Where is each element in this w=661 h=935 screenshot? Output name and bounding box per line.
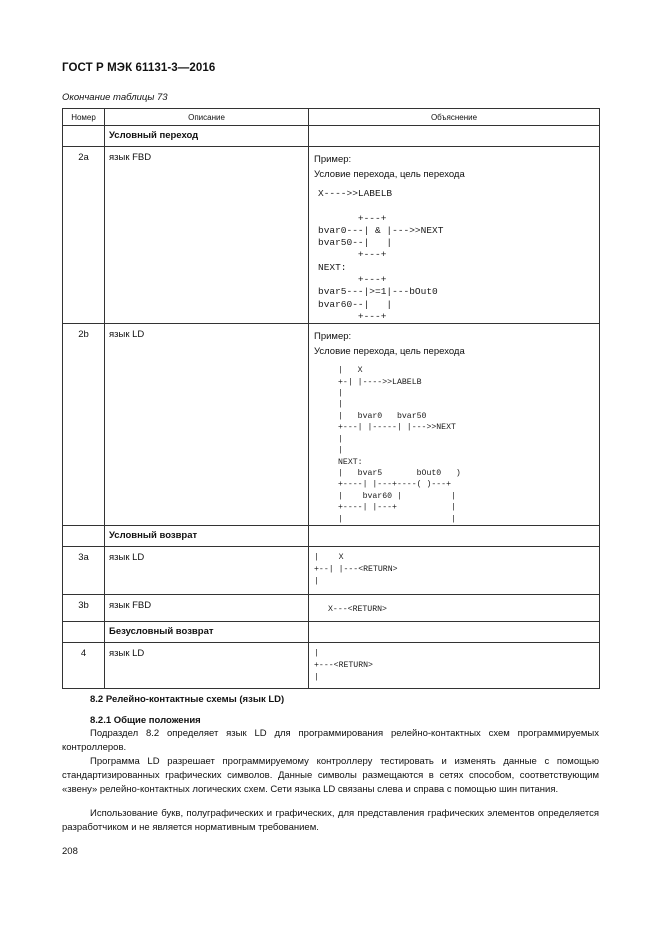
table-header-row bbox=[63, 109, 600, 126]
example-caption: Условие перехода, цель перехода bbox=[314, 169, 465, 180]
paragraph-1: Подраздел 8.2 определяет язык LD для программирования релейно-контактных схем программируемых контроллеров. bbox=[62, 728, 599, 754]
row-number: 3a bbox=[63, 546, 105, 594]
section-title-conditional-return: Условный возврат bbox=[105, 525, 309, 546]
row-explanation bbox=[309, 324, 600, 526]
row-explanation bbox=[309, 546, 600, 594]
paragraph-3: Использование букв, полуграфических и графических, для представления графических элементов определяется разработчиком и не является нормативным требованием. bbox=[62, 808, 599, 834]
section-row-conditional-return bbox=[63, 525, 600, 546]
row-number: 4 bbox=[63, 642, 105, 688]
ld-unconditional-return-code: | +---<RETURN> | bbox=[314, 648, 373, 682]
ld-diagram-code: | X +-| |---->>LABELB | | | bvar0 bvar50 +---| |-----| |--->>NEXT | | NEXT: | bvar5 bOut0 ) +----| |---+----( )---+ | bvar60 | | +----| |---+ | | | bbox=[338, 366, 461, 524]
paragraph-2: Программа LD разрешает программируемому контроллеру тестировать и изменять данные с помощью стандартизированных графических символов. Данные символы размещаются в сетях способом, соответствующим «звену» релейно-контактных логических схем. Сети языка LD связаны слева и справа с помощью шин питания. bbox=[62, 756, 599, 796]
row-description: язык LD bbox=[105, 324, 309, 526]
section-title-unconditional-return: Безусловный возврат bbox=[105, 621, 309, 642]
row-explanation bbox=[309, 147, 600, 324]
subsection-heading-8-2-1: 8.2.1 Общие положения bbox=[90, 715, 201, 726]
section-empty-cell bbox=[309, 621, 600, 642]
row-description: язык FBD bbox=[105, 147, 309, 324]
example-label: Пример: bbox=[314, 331, 352, 343]
table-row-4 bbox=[63, 642, 600, 688]
table-73 bbox=[62, 108, 600, 689]
column-header-description: Описание bbox=[105, 109, 309, 126]
row-number: 2a bbox=[63, 147, 105, 324]
section-heading-8-2: 8.2 Релейно-контактные схемы (язык LD) bbox=[90, 694, 285, 705]
section-row-unconditional-return bbox=[63, 621, 600, 642]
row-description: язык LD bbox=[105, 642, 309, 688]
fbd-diagram-code: X---->>LABELB +---+ bvar0---| & |--->>NEXT bvar50--| | +---+ NEXT: +---+ bvar5---|>=1|---bOut0 bvar60--| | +---+ bbox=[318, 188, 444, 322]
section-empty-cell bbox=[309, 525, 600, 546]
row-explanation bbox=[309, 594, 600, 621]
table-row-2b bbox=[63, 324, 600, 526]
row-description: язык FBD bbox=[105, 594, 309, 621]
section-empty-cell bbox=[63, 525, 105, 546]
page-number: 208 bbox=[62, 846, 78, 857]
section-empty-cell bbox=[63, 621, 105, 642]
document-header: ГОСТ Р МЭК 61131-3—2016 bbox=[62, 62, 216, 74]
section-empty-cell bbox=[63, 126, 105, 147]
table-caption: Окончание таблицы 73 bbox=[62, 92, 168, 103]
row-explanation bbox=[309, 642, 600, 688]
section-empty-cell bbox=[309, 126, 600, 147]
column-header-number: Номер bbox=[63, 109, 105, 126]
example-label: Пример: bbox=[314, 154, 352, 165]
table-row-2a bbox=[63, 147, 600, 324]
table-row-3b bbox=[63, 594, 600, 621]
section-row-conditional-jump bbox=[63, 126, 600, 147]
fbd-return-code: X---<RETURN> bbox=[328, 604, 387, 614]
row-number: 2b bbox=[63, 324, 105, 526]
example-caption: Условие перехода, цель перехода bbox=[314, 346, 465, 358]
table-row-3a bbox=[63, 546, 600, 594]
row-number: 3b bbox=[63, 594, 105, 621]
ld-return-code: | X +--| |---<RETURN> | bbox=[314, 552, 398, 586]
section-title-conditional-jump: Условный переход bbox=[105, 126, 309, 147]
column-header-explanation: Объяснение bbox=[309, 109, 600, 126]
row-description: язык LD bbox=[105, 546, 309, 594]
